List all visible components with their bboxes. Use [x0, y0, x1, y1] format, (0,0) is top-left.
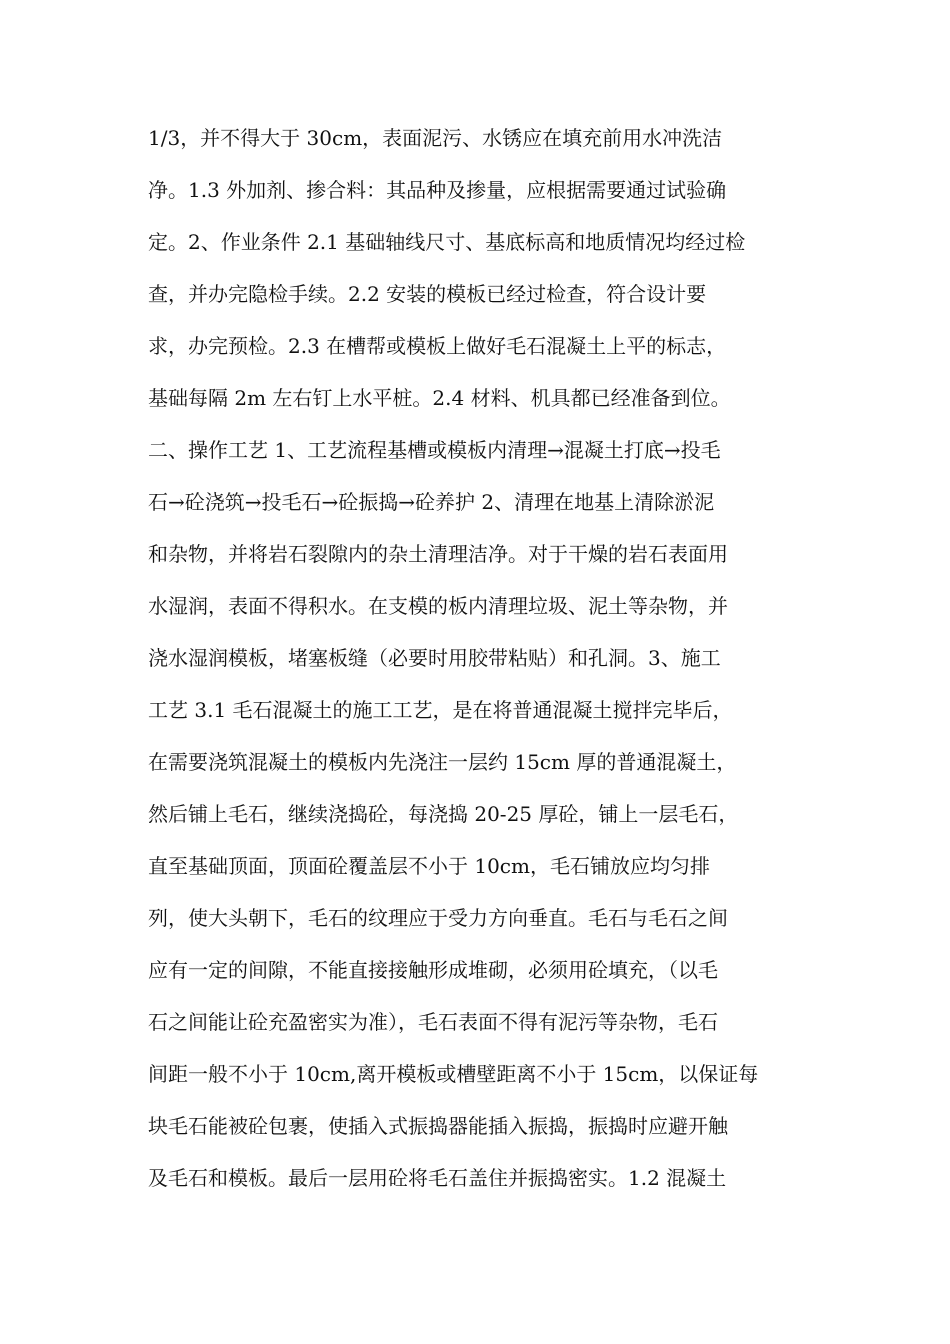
- text-line: 工艺 3.1 毛石混凝土的施工工艺，是在将普通混凝土搅拌完毕后，: [148, 698, 733, 722]
- text-line: 在需要浇筑混凝土的模板内先浇注一层约 15cm 厚的普通混凝土，: [148, 750, 737, 774]
- text-line: 和杂物，并将岩石裂隙内的杂土清理洁净。对于干燥的岩石表面用: [148, 542, 728, 566]
- text-line: 净。1.3 外加剂、掺合料：其品种及掺量，应根据需要通过试验确: [148, 178, 727, 202]
- text-line: 直至基础顶面，顶面砼覆盖层不小于 10cm，毛石铺放应均匀排: [148, 854, 710, 878]
- body-text: [148, 120, 818, 1212]
- text-line: 然后铺上毛石，继续浇捣砼，每浇捣 20-25 厚砼，铺上一层毛石，: [148, 802, 739, 826]
- text-line: 石→砼浇筑→投毛石→砼振捣→砼养护 2、清理在地基上清除淤泥: [148, 490, 715, 514]
- text-line: 定。2、作业条件 2.1 基础轴线尺寸、基底标高和地质情况均经过检: [148, 230, 746, 254]
- text-line: 二、操作工艺 1、工艺流程基槽或模板内清理→混凝土打底→投毛: [148, 438, 721, 462]
- text-line: 水湿润，表面不得积水。在支模的板内清理垃圾、泥土等杂物，并: [148, 594, 728, 618]
- text-line: 及毛石和模板。最后一层用砼将毛石盖住并振捣密实。1.2 混凝土: [148, 1166, 727, 1190]
- text-line: 查，并办完隐检手续。2.2 安装的模板已经过检查，符合设计要: [148, 282, 707, 306]
- text-line: 块毛石能被砼包裹，使插入式振捣器能插入振捣，振捣时应避开触: [148, 1114, 728, 1138]
- text-line: 列，使大头朝下，毛石的纹理应于受力方向垂直。毛石与毛石之间: [148, 906, 728, 930]
- text-line: 1/3，并不得大于 30cm，表面泥污、水锈应在填充前用水冲洗洁: [148, 126, 723, 150]
- text-line: 石之间能让砼充盈密实为准），毛石表面不得有泥污等杂物，毛石: [148, 1010, 718, 1034]
- text-line: 浇水湿润模板，堵塞板缝（必要时用胶带粘贴）和孔洞。3、施工: [148, 646, 721, 670]
- text-line: 求，办完预检。2.3 在槽帮或模板上做好毛石混凝土上平的标志，: [148, 334, 727, 358]
- text-line: 应有一定的间隙，不能直接接触形成堆砌，必须用砼填充，（以毛: [148, 958, 718, 982]
- text-line: 间距一般不小于 10cm,离开模板或槽壁距离不小于 15cm，以保证每: [148, 1062, 759, 1086]
- text-line: 基础每隔 2m 左右钉上水平桩。2.4 材料、机具都已经准备到位。: [148, 386, 731, 410]
